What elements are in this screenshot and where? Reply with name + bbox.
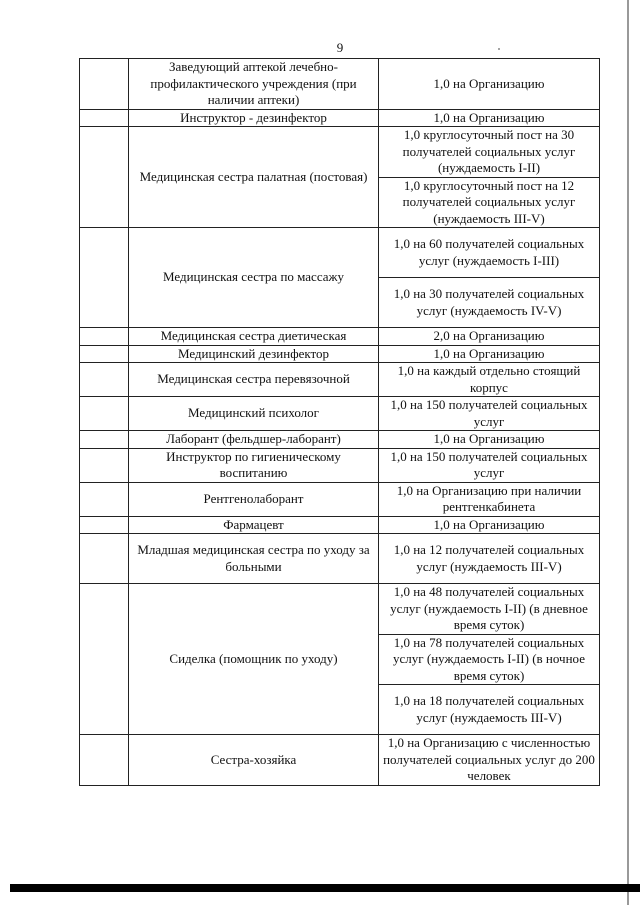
- table-row: [80, 345, 600, 363]
- norm-cell: 1,0 на 30 получателей социальных услуг (нуждаемость IV-V): [379, 278, 600, 328]
- table-row: [80, 516, 600, 534]
- table-row: [80, 482, 600, 516]
- norm-cell: 1,0 на 150 получателей социальных услуг: [379, 448, 600, 482]
- norm-cell: 1,0 на Организацию при наличии рентгенкабинета: [379, 482, 600, 516]
- position-cell: Сиделка (помощник по уходу): [129, 584, 379, 735]
- table-row: [80, 534, 600, 584]
- position-cell: Фармацевт: [129, 516, 379, 534]
- table-row: [80, 397, 600, 431]
- norm-cell: 1,0 на Организацию с численностью получателей социальных услуг до 200 человек: [379, 735, 600, 786]
- position-cell: Медицинская сестра палатная (постовая): [129, 127, 379, 228]
- position-cell: Младшая медицинская сестра по уходу за больными: [129, 534, 379, 584]
- row-number-cell: [80, 516, 129, 534]
- position-cell: Медицинский психолог: [129, 397, 379, 431]
- row-number-cell: [80, 534, 129, 584]
- table-row: [80, 228, 600, 278]
- position-cell: Рентгенолаборант: [129, 482, 379, 516]
- row-number-cell: [80, 345, 129, 363]
- table-row: [80, 735, 600, 786]
- row-number-cell: [80, 482, 129, 516]
- scan-bottom-bar: [10, 884, 640, 892]
- position-cell: Сестра-хозяйка: [129, 735, 379, 786]
- scan-edge-line: [627, 0, 629, 905]
- norm-cell: 1,0 на 48 получателей социальных услуг (нуждаемость I-II) (в дневное время суток): [379, 584, 600, 635]
- norm-cell: 1,0 на Организацию: [379, 345, 600, 363]
- position-cell: Медицинский дезинфектор: [129, 345, 379, 363]
- page-number: 9: [336, 40, 344, 55]
- table-row: [80, 109, 600, 127]
- row-number-cell: [80, 328, 129, 346]
- position-cell: Заведующий аптекой лечебно-профилактического учреждения (при наличии аптеки): [129, 59, 379, 110]
- row-number-cell: [80, 431, 129, 449]
- position-cell: Лаборант (фельдшер-лаборант): [129, 431, 379, 449]
- row-number-cell: [80, 363, 129, 397]
- position-cell: Медицинская сестра перевязочной: [129, 363, 379, 397]
- scan-speck: [498, 48, 500, 50]
- table-row: [80, 448, 600, 482]
- row-number-cell: [80, 59, 129, 110]
- position-cell: Инструктор - дезинфектор: [129, 109, 379, 127]
- position-cell: Медицинская сестра по массажу: [129, 228, 379, 328]
- norm-cell: 1,0 на Организацию: [379, 516, 600, 534]
- norm-cell: 1,0 на 12 получателей социальных услуг (нуждаемость III-V): [379, 534, 600, 584]
- staffing-norms-table: [79, 58, 600, 786]
- table-row: [80, 584, 600, 635]
- row-number-cell: [80, 109, 129, 127]
- norm-cell: 1,0 круглосуточный пост на 30 получателей социальных услуг (нуждаемость I-II): [379, 127, 600, 178]
- table-row: [80, 59, 600, 110]
- norm-cell: 1,0 на Организацию: [379, 431, 600, 449]
- norm-cell: 1,0 на 60 получателей социальных услуг (нуждаемость I-III): [379, 228, 600, 278]
- row-number-cell: [80, 228, 129, 328]
- table-row: [80, 328, 600, 346]
- row-number-cell: [80, 397, 129, 431]
- norm-cell: 2,0 на Организацию: [379, 328, 600, 346]
- norm-cell: 1,0 на каждый отдельно стоящий корпус: [379, 363, 600, 397]
- table-row: [80, 127, 600, 178]
- position-cell: Инструктор по гигиеническому воспитанию: [129, 448, 379, 482]
- row-number-cell: [80, 448, 129, 482]
- norm-cell: 1,0 на 150 получателей социальных услуг: [379, 397, 600, 431]
- row-number-cell: [80, 127, 129, 228]
- norm-cell: 1,0 круглосуточный пост на 12 получателей социальных услуг (нуждаемость III-V): [379, 177, 600, 228]
- table-row: [80, 363, 600, 397]
- norm-cell: 1,0 на Организацию: [379, 109, 600, 127]
- norm-cell: 1,0 на 18 получателей социальных услуг (нуждаемость III-V): [379, 685, 600, 735]
- row-number-cell: [80, 584, 129, 735]
- row-number-cell: [80, 735, 129, 786]
- position-cell: Медицинская сестра диетическая: [129, 328, 379, 346]
- norm-cell: 1,0 на 78 получателей социальных услуг (нуждаемость I-II) (в ночное время суток): [379, 634, 600, 685]
- norm-cell: 1,0 на Организацию: [379, 59, 600, 110]
- table-row: [80, 431, 600, 449]
